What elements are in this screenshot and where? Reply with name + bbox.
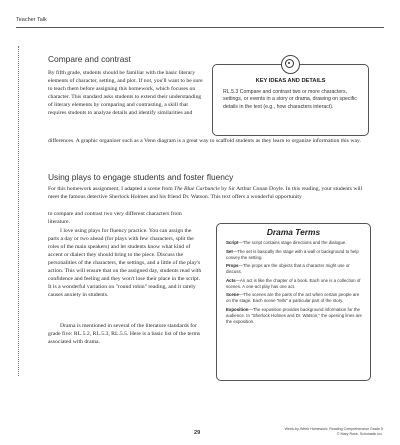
term-item xyxy=(226,307,362,325)
plays-paragraph-intro xyxy=(48,185,370,201)
term-item xyxy=(226,263,362,275)
drama-terms-list xyxy=(226,240,362,328)
plays-paragraph-intro-continued: to compare and contrast two very different characters from literature. xyxy=(48,211,182,225)
intro-text-start: For this homework assignment, I adapted a scene from xyxy=(48,186,175,192)
term-name: Scene xyxy=(226,292,239,298)
term-item xyxy=(226,249,362,261)
book-title: The Blue Carbuncle xyxy=(174,186,220,192)
term-item xyxy=(226,278,362,290)
term-name: Script xyxy=(226,240,239,245)
term-definition: —The exposition provides background information for the audience. In "Sherlock Holmes and Dr. Watson," the opening lines are the exposition. xyxy=(226,306,362,324)
term-name: Props xyxy=(226,263,239,269)
compare-paragraph: By fifth grade, students should be familiar with the basic literary elements of character, setting, and plot. If not, you'll want to be sure to teach them before assigning this homework, which focuses on character. This standard asks students to extend their understanding of literary elements by comparing and contrasting, a skill that requires students to analyze details and identify similarities and xyxy=(48,70,203,116)
section-heading-plays: Using plays to engage students and foster fluency xyxy=(48,172,234,182)
header-rule xyxy=(16,27,384,28)
page-number: 29 xyxy=(194,430,201,436)
target-icon xyxy=(281,55,300,74)
running-header: Teacher Talk xyxy=(16,17,47,23)
term-definition: —The set is basically the stage with a wall or background to help convey the setting. xyxy=(226,248,359,260)
intro-text-end: by Sir Arthur Conan Doyle. In this reading, your students will meet the famous detective Sherlock Holmes and his friend Dr. Watson. This text offers a wonderful opportunity xyxy=(48,186,363,200)
section-heading-compare: Compare and contrast xyxy=(48,54,131,64)
fluency-paragraph: I love using plays for fluency practice. You can assign the parts a day or two ahead (for plays with few characters, split the roles of the main speakers) and let students know what kind of accent or dialect they should bring to the piece. Discuss the personalities of the characters, the settings, and a little of the play's action. This will ensure that on the assigned day, students read with confidence and feeling and they won't lose their place in the script. It is a wonderful variation on "round robin" reading, and it rarely causes anxiety in students. xyxy=(48,228,202,298)
credit-book-title: Week-by-Week Homework: Reading Comprehension Grade 5 xyxy=(284,427,383,431)
term-name: Exposition xyxy=(226,306,249,312)
term-definition: —The script contains stage directions and the dialogue. xyxy=(238,240,347,245)
term-name: Acts xyxy=(226,277,236,283)
term-name: Set xyxy=(226,248,233,254)
compare-paragraph-continued: differences. A graphic organizer such as a Venn diagram is a great way to scaffold students as they learn to organize information this way. xyxy=(48,138,361,144)
standards-paragraph: Drama is mentioned in several of the literature standards for grade five: RL.5.2, RL.5.3, RL.5.5. Here is a basic list of the terms associated with drama. xyxy=(48,323,201,345)
drama-terms-title: Drama Terms xyxy=(266,227,321,237)
term-item xyxy=(226,292,362,304)
key-ideas-title: KEY IDEAS AND DETAILS xyxy=(255,78,326,84)
term-definition: —The props are the objects that a character might use or discuss. xyxy=(226,263,350,275)
term-definition: —The scenes are the parts of the act when certain people are on the stage. Each scene "tells" a particular part of the story. xyxy=(226,292,360,304)
credit-line xyxy=(285,427,383,436)
dotted-margin-line xyxy=(18,46,19,376)
credit-copyright: © Mary Rose, Scholastic Inc. xyxy=(336,431,383,436)
term-item xyxy=(226,240,362,246)
key-ideas-text: RL.5.3 Compare and contrast two or more characters, settings, or events in a story or drama, drawing on specific details in the text (e.g., how characters interact). xyxy=(223,89,357,110)
term-definition: —An act is like the chapter of a book. Each one is a collection of scenes. A one-act play has one act. xyxy=(226,277,361,289)
